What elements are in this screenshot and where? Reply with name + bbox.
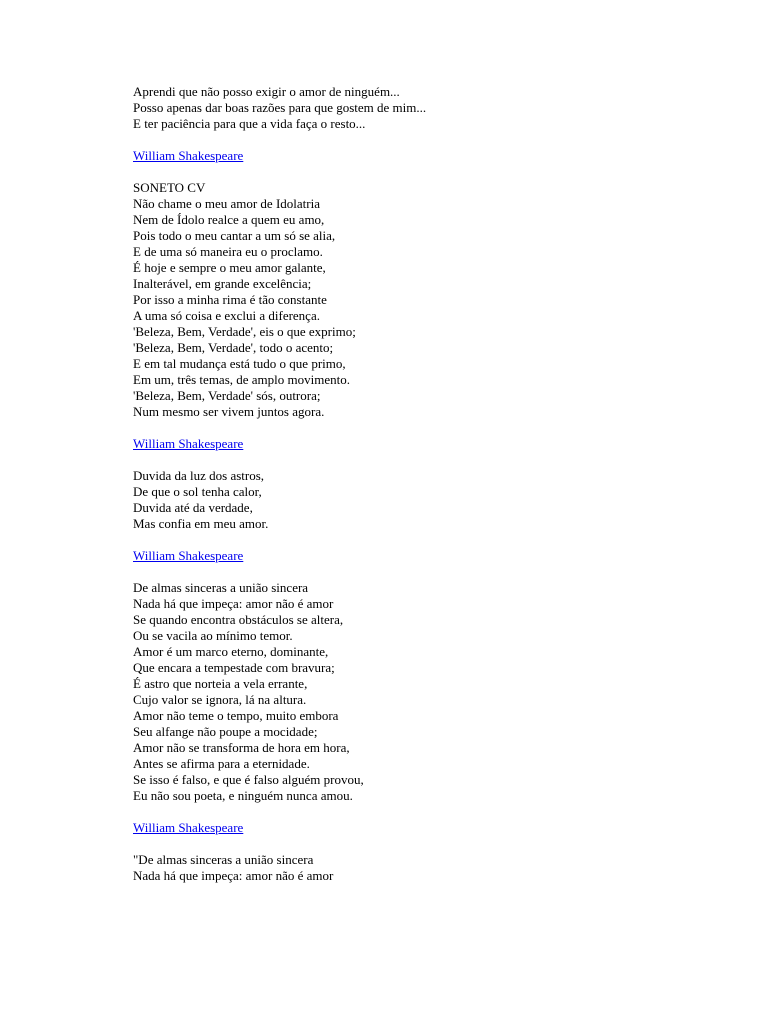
poem-line: De almas sinceras a união sincera — [133, 580, 309, 595]
poem-line: Não chame o meu amor de Idolatria — [133, 196, 320, 211]
poem-line: Amor não teme o tempo, muito embora — [133, 708, 339, 723]
poem-line: Ou se vacila ao mínimo temor. — [133, 628, 293, 643]
poem-line: É hoje e sempre o meu amor galante, — [133, 260, 326, 275]
poem-line: E ter paciência para que a vida faça o resto... — [133, 116, 366, 131]
poem-line: Amor é um marco eterno, dominante, — [133, 644, 329, 659]
poem-line: Eu não sou poeta, e ninguém nunca amou. — [133, 788, 353, 803]
poem-line: Em um, três temas, de amplo movimento. — [133, 372, 350, 387]
poem-line: Mas confia em meu amor. — [133, 516, 269, 531]
author-link[interactable]: William Shakespeare — [133, 548, 244, 563]
poem-line: 'Beleza, Bem, Verdade', todo o acento; — [133, 340, 334, 355]
poem-2 — [133, 180, 693, 420]
poem-line: Que encara a tempestade com bravura; — [133, 660, 335, 675]
poem-line: Por isso a minha rima é tão constante — [133, 292, 327, 307]
author-link[interactable]: William Shakespeare — [133, 148, 244, 163]
poem-line: Amor não se transforma de hora em hora, — [133, 740, 350, 755]
poem-line: Seu alfange não poupe a mocidade; — [133, 724, 318, 739]
poem-line: Nada há que impeça: amor não é amor — [133, 868, 334, 883]
poem-line: Duvida até da verdade, — [133, 500, 253, 515]
poem-line: Posso apenas dar boas razões para que gostem de mim... — [133, 100, 427, 115]
poem-4 — [133, 580, 693, 804]
poem-line: É astro que norteia a vela errante, — [133, 676, 308, 691]
poem-line: Cujo valor se ignora, lá na altura. — [133, 692, 307, 707]
poem-line: "De almas sinceras a união sincera — [133, 852, 314, 867]
author-link[interactable]: William Shakespeare — [133, 436, 244, 451]
poem-title: SONETO CV — [133, 180, 206, 195]
poem-line: Se isso é falso, e que é falso alguém provou, — [133, 772, 364, 787]
poem-line: Nem de Ídolo realce a quem eu amo, — [133, 212, 325, 227]
author-link[interactable]: William Shakespeare — [133, 820, 244, 835]
poem-line: Aprendi que não posso exigir o amor de ninguém... — [133, 84, 400, 99]
poem-3 — [133, 468, 693, 532]
poem-line: E de uma só maneira eu o proclamo. — [133, 244, 323, 259]
document-page — [133, 84, 693, 884]
poem-line: E em tal mudança está tudo o que primo, — [133, 356, 346, 371]
poem-line: A uma só coisa e exclui a diferença. — [133, 308, 320, 323]
poem-line: Nada há que impeça: amor não é amor — [133, 596, 334, 611]
poem-line: Pois todo o meu cantar a um só se alia, — [133, 228, 336, 243]
poem-5 — [133, 852, 693, 884]
poem-line: De que o sol tenha calor, — [133, 484, 262, 499]
poem-line: 'Beleza, Bem, Verdade' sós, outrora; — [133, 388, 321, 403]
poem-line: 'Beleza, Bem, Verdade', eis o que exprimo; — [133, 324, 356, 339]
poem-line: Antes se afirma para a eternidade. — [133, 756, 310, 771]
poem-line: Num mesmo ser vivem juntos agora. — [133, 404, 325, 419]
poem-line: Se quando encontra obstáculos se altera, — [133, 612, 344, 627]
poem-line: Inalterável, em grande excelência; — [133, 276, 312, 291]
poem-line: Duvida da luz dos astros, — [133, 468, 265, 483]
poem-1 — [133, 84, 693, 132]
